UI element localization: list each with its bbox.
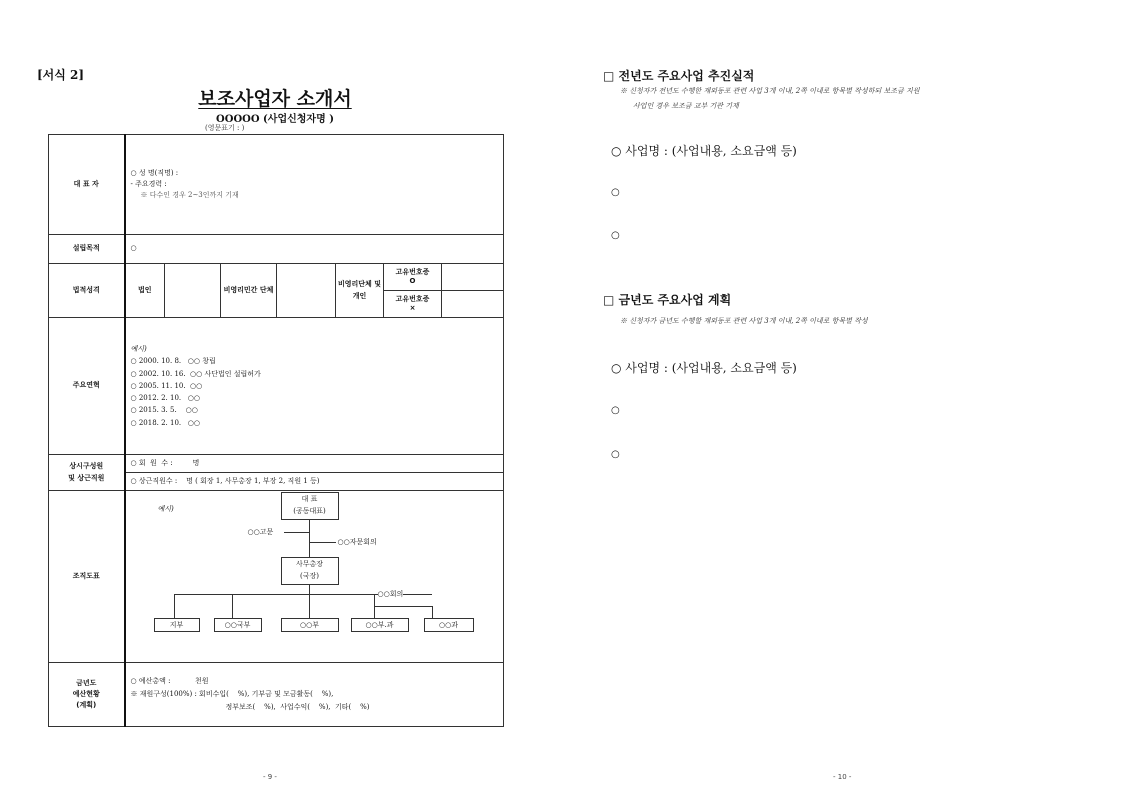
legal-npo-private-value bbox=[277, 264, 336, 318]
org-connector bbox=[309, 519, 310, 557]
org-box-representative bbox=[281, 492, 339, 520]
org-connector bbox=[432, 606, 433, 618]
staff-row bbox=[49, 455, 504, 491]
staff-count: ○ 상근직원수 : 명 ( 회장 1, 사무총장 1, 부장 2, 직원 1 등) bbox=[130, 477, 320, 485]
legal-corp: 법인 bbox=[125, 264, 165, 318]
history-item: ○ 2005. 11. 10. ○○ bbox=[130, 381, 203, 390]
org-connector bbox=[174, 594, 175, 618]
org-connector bbox=[284, 532, 309, 533]
history-item: ○ 2000. 10. 8. ○○ 창립 bbox=[130, 357, 216, 366]
staff-label-line2: 및 상근직원 bbox=[68, 473, 105, 482]
english-name-line: (영문표기 : ) bbox=[205, 124, 245, 132]
purpose-row bbox=[49, 235, 504, 264]
org-secgen-line2: (국장) bbox=[300, 571, 319, 580]
representative-name: ○ 성 명(직명) : bbox=[130, 168, 179, 177]
budget-content bbox=[125, 663, 504, 727]
page-number-right: - 10 - bbox=[833, 773, 852, 781]
staff-content bbox=[125, 455, 504, 491]
org-box-branch: 지부 bbox=[154, 618, 200, 632]
org-committee: ○○회의 bbox=[377, 589, 404, 598]
history-item: ○ 2002. 10. 16. ○○ 사단법인 설립허가 bbox=[130, 369, 261, 378]
applicant-name: OOOOO (사업신청자명 ) bbox=[216, 114, 334, 125]
unique-no-yes-label: 고유번호증 bbox=[395, 267, 430, 276]
org-rep-line1: 대 표 bbox=[301, 494, 318, 503]
page-title: 보조사업자 소개서 bbox=[198, 88, 352, 110]
introduction-form-table bbox=[48, 134, 504, 727]
org-secgen-line1: 사무총장 bbox=[295, 559, 324, 568]
representative-label: 대 표 자 bbox=[49, 135, 125, 235]
org-box-section: ○○과 bbox=[424, 618, 474, 632]
legal-npo-individual: 비영리단체 및 개인 bbox=[336, 264, 384, 318]
unique-no-yes-value bbox=[442, 264, 504, 291]
staff-label-line1: 상시구성원 bbox=[69, 462, 104, 471]
budget-total: ○ 예산총액 : 천원 bbox=[130, 676, 209, 685]
org-rep-line2: (공동대표) bbox=[293, 506, 326, 515]
legal-label: 법적성격 bbox=[49, 264, 125, 318]
representative-content bbox=[125, 135, 504, 235]
legal-row bbox=[49, 264, 504, 291]
org-chart bbox=[125, 491, 504, 663]
history-item: ○ 2015. 3. 5. ○○ bbox=[130, 406, 198, 415]
page-number-left: - 9 - bbox=[263, 773, 277, 781]
current-year-item: ○ bbox=[611, 405, 620, 416]
org-connector bbox=[232, 594, 233, 618]
purpose-value: ○ bbox=[125, 235, 504, 264]
previous-year-item: ○ bbox=[611, 187, 620, 198]
legal-corp-value bbox=[165, 264, 221, 318]
staff-members: ○ 회 원 수 : 명 bbox=[126, 455, 504, 473]
history-item: ○ 2018. 2. 10. ○○ bbox=[130, 418, 201, 427]
org-connector bbox=[309, 542, 336, 543]
org-connector bbox=[309, 584, 310, 594]
org-box-division: ○○부.과 bbox=[351, 618, 409, 632]
current-year-item: ○ bbox=[611, 449, 620, 460]
current-year-item: ○ 사업명 : (사업내용, 소요금액 등) bbox=[611, 361, 797, 375]
previous-year-item: ○ 사업명 : (사업내용, 소요금액 등) bbox=[611, 144, 797, 158]
org-connector bbox=[374, 606, 432, 607]
budget-label-line3: (계획) bbox=[76, 701, 97, 710]
org-box-secretary-general bbox=[281, 557, 339, 585]
org-label: 조직도표 bbox=[49, 491, 125, 663]
legal-npo-private: 비영리민간 단체 bbox=[221, 264, 277, 318]
unique-no-no bbox=[384, 291, 442, 318]
budget-composition: ※ 재원구성(100%) : 회비수입( %), 기부금 및 모금활동( %), bbox=[130, 689, 334, 698]
purpose-label: 설립목적 bbox=[49, 235, 125, 264]
unique-no-yes-mark: O bbox=[409, 277, 416, 285]
history-content bbox=[125, 318, 504, 455]
history-row bbox=[49, 318, 504, 455]
previous-year-item: ○ bbox=[611, 230, 620, 241]
history-example: 예시) bbox=[130, 345, 147, 354]
budget-composition-2: 정부보조( %), 사업수익( %), 기타( %) bbox=[225, 703, 370, 712]
unique-no-no-value bbox=[442, 291, 504, 318]
form-label: [서식 2] bbox=[37, 68, 85, 82]
org-chart-canvas bbox=[126, 492, 504, 662]
unique-no-yes bbox=[384, 264, 442, 291]
history-item: ○ 2012. 2. 10. ○○ bbox=[130, 394, 201, 403]
budget-label bbox=[49, 663, 125, 727]
org-advisory-committee: ○○자문회의 bbox=[337, 537, 377, 546]
org-box-bureau: ○○국부 bbox=[214, 618, 262, 632]
section-note-previous-year-2: 사업인 경우 보조금 교부 기관 기재 bbox=[633, 102, 739, 110]
representative-row bbox=[49, 135, 504, 235]
org-advisor: ○○고문 bbox=[247, 527, 274, 536]
staff-label bbox=[49, 455, 125, 491]
representative-note: ※ 다수인 경우 2~3인까지 기재 bbox=[140, 191, 239, 200]
unique-no-no-label: 고유번호증 bbox=[395, 294, 430, 303]
budget-label-line2: 예산현황 bbox=[72, 689, 100, 698]
section-note-previous-year-1: ※ 신청자가 전년도 수행한 재외동포 관련 사업 3개 이내, 2쪽 이내로 항목별 작성하되 보조금 지원 bbox=[620, 87, 920, 95]
unique-no-no-mark: × bbox=[409, 304, 416, 312]
org-box-department: ○○부 bbox=[281, 618, 339, 632]
history-label: 주요연혁 bbox=[49, 318, 125, 455]
budget-row bbox=[49, 663, 504, 727]
org-example: 예시) bbox=[157, 504, 174, 513]
section-heading-current-year: □ 금년도 주요사업 계획 bbox=[603, 293, 732, 307]
section-note-current-year: ※ 신청자가 금년도 수행할 재외동포 관련 사업 3개 이내, 2쪽 이내로 항목별 작성 bbox=[620, 317, 868, 325]
section-heading-previous-year: □ 전년도 주요사업 추진실적 bbox=[603, 69, 755, 83]
org-row bbox=[49, 491, 504, 663]
org-connector bbox=[309, 594, 310, 618]
representative-career: - 주요경력 : bbox=[130, 179, 167, 188]
budget-label-line1: 금년도 bbox=[76, 678, 97, 687]
